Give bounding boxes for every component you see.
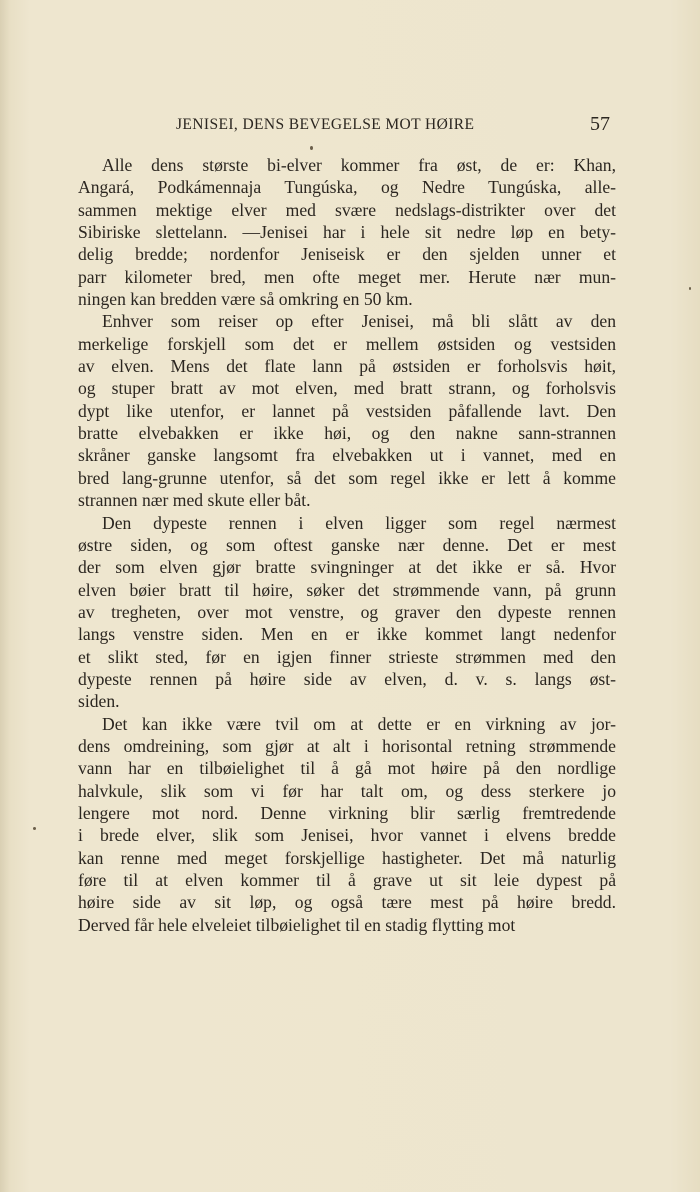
paper-speck xyxy=(689,287,691,290)
paragraph xyxy=(78,713,616,936)
text-line: sammen mektige elver med svære nedslags-distrikter over det xyxy=(78,199,616,220)
text-line: merkelige forskjell som det er mellem østsiden og vestsiden xyxy=(78,333,616,354)
text-line: der som elven gjør bratte svingninger at det ikke er så. Hvor xyxy=(78,557,616,578)
text-line: Det kan ikke være tvil om at dette er en virkning av jor- xyxy=(102,713,616,734)
paragraph xyxy=(78,310,616,511)
text-line: ningen kan bredden være så omkring en 50 km. xyxy=(78,289,413,310)
text-line: skråner ganske langsomt fra elvebakken ut i vannet, med en xyxy=(78,445,616,466)
text-line: av elven. Mens det flate lann på østsiden er forholsvis høit, xyxy=(78,356,616,377)
text-line: bred lang-grunne utenfor, så det som regel ikke er lett å komme xyxy=(78,467,616,488)
text-line: lengere mot nord. Denne virkning blir særlig fremtredende xyxy=(78,802,616,823)
text-line: Derved får hele elveleiet tilbøielighet til en stadig flytting mot xyxy=(78,914,516,935)
text-line: strannen nær med skute eller båt. xyxy=(78,490,311,511)
text-line: et slikt sted, før en igjen finner strieste strømmen med den xyxy=(78,646,616,667)
text-line: siden. xyxy=(78,691,120,712)
body-text xyxy=(78,154,616,936)
text-line: Sibiriske slettelann. —Jenisei har i hele sit nedre løp en bety- xyxy=(78,222,616,243)
text-line: i brede elver, slik som Jenisei, hvor vannet i elvens bredde xyxy=(78,825,616,846)
text-line: bratte elvebakken er ikke høi, og den nakne sann-strannen xyxy=(78,423,616,444)
running-head xyxy=(78,113,616,140)
text-line: høire side av sit løp, og også tære mest på høire bredd. xyxy=(78,892,616,913)
text-line: halvkule, slik som vi før har talt om, og dess sterkere jo xyxy=(78,780,616,801)
text-line: og stuper bratt av mot elven, med bratt strann, og forholsvis xyxy=(78,378,616,399)
text-line: Alle dens største bi-elver kommer fra øst, de er: Khan, xyxy=(102,155,616,175)
text-line: vann har en tilbøielighet til å gå mot høire på den nordlige xyxy=(78,758,616,779)
text-line: av tregheten, over mot venstre, og graver den dypeste rennen xyxy=(78,601,616,622)
text-line: Den dypeste rennen i elven ligger som regel nærmest xyxy=(102,512,616,533)
text-line: dens omdreining, som gjør at alt i horisontal retning strømmende xyxy=(78,735,616,756)
paper-speck xyxy=(310,146,313,150)
text-line: dypt like utenfor, er lannet på vestsiden påfallende lavt. Den xyxy=(78,400,616,421)
paper-speck xyxy=(33,827,36,830)
running-title: JENISEI, DENS BEVEGELSE MOT HØIRE xyxy=(176,116,475,133)
page-number: 57 xyxy=(590,113,610,135)
paragraph xyxy=(78,512,616,713)
text-line: kan renne med meget forskjellige hastigheter. Det må naturlig xyxy=(78,847,616,868)
text-line: Angará, Podkámennaja Tungúska, og Nedre Tungúska, alle- xyxy=(78,177,616,198)
paragraph xyxy=(78,154,616,310)
text-line: parr kilometer bred, men ofte meget mer. Herute nær mun- xyxy=(78,266,616,287)
text-line: dypeste rennen på høire side av elven, d. v. s. langs øst- xyxy=(78,668,616,689)
text-line: delig bredde; nordenfor Jeniseisk er den sjelden unner et xyxy=(78,244,616,265)
text-line: føre til at elven kommer til å grave ut sit leie dypest på xyxy=(78,870,616,890)
text-line: langs venstre siden. Men en er ikke kommet langt nedenfor xyxy=(78,624,616,645)
text-line: Enhver som reiser op efter Jenisei, må bli slått av den xyxy=(102,311,616,332)
text-line: elven bøier bratt til høire, søker det strømmende vann, på grunn xyxy=(78,579,616,600)
text-line: østre siden, og som oftest ganske nær denne. Det er mest xyxy=(78,534,616,555)
